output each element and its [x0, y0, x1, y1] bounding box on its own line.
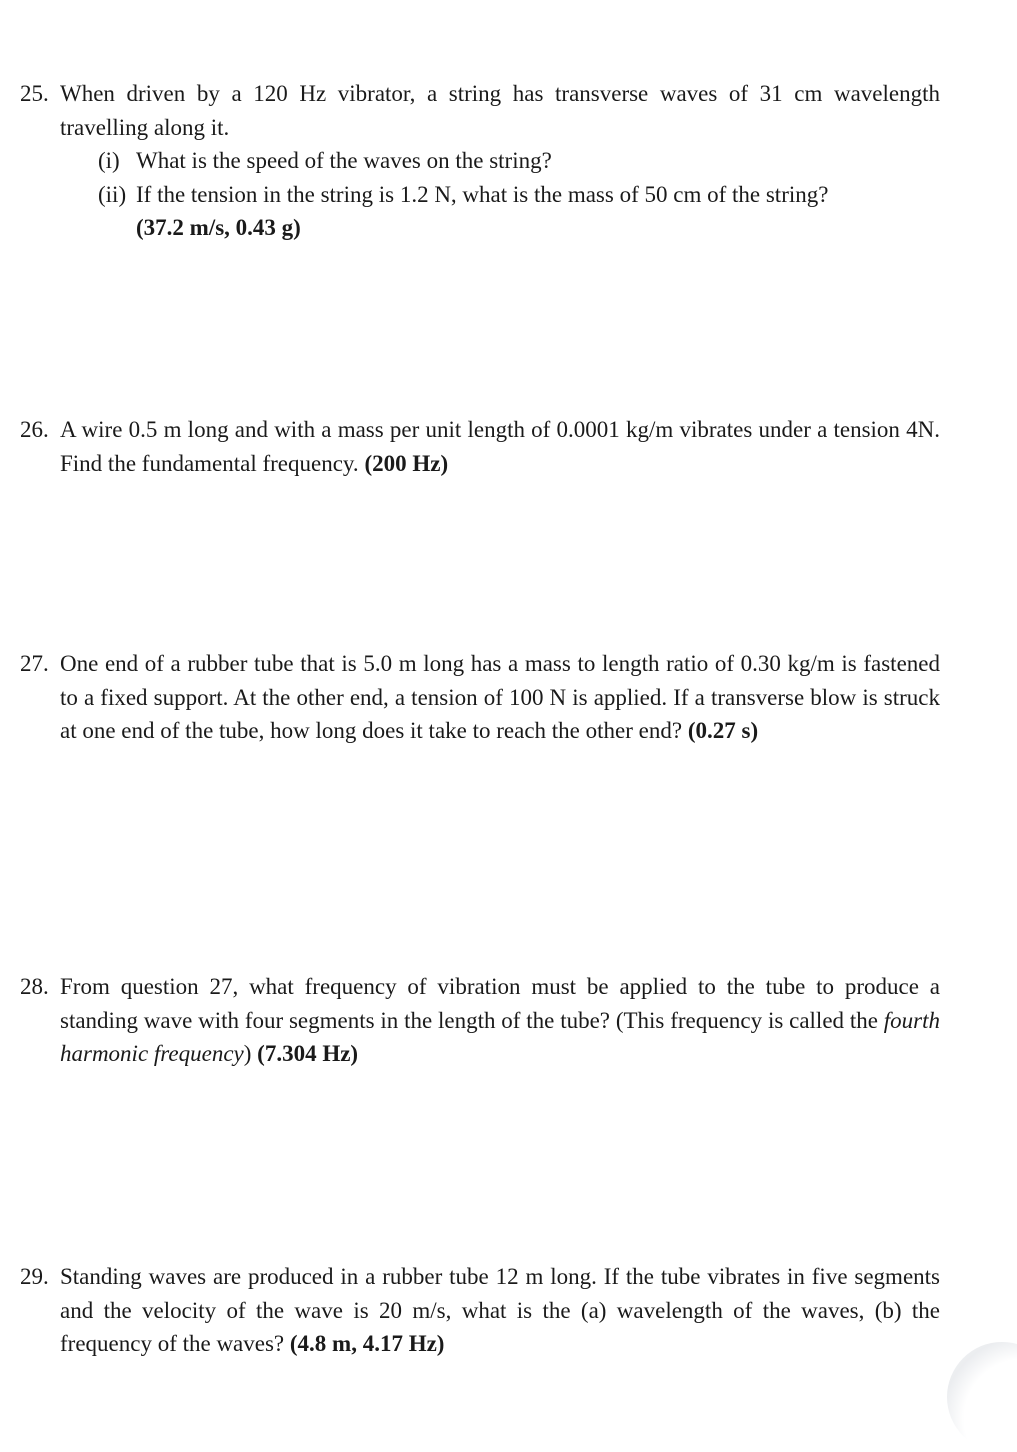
page-curl-decoration: [947, 1342, 1017, 1452]
question-text: A wire 0.5 m long and with a mass per unit length of 0.0001 kg/m vibrates under a tension 4N. Find the fundamental frequency.: [60, 417, 940, 476]
answer: (37.2 m/s, 0.43 g): [136, 215, 301, 240]
italic-term: fourth harmonic frequency: [60, 1007, 941, 1066]
question-number: 26.: [20, 417, 49, 442]
question-number: 27.: [20, 651, 49, 676]
question-29: [20, 1260, 940, 1361]
answer: (0.27 s): [687, 718, 759, 743]
question-29-stem: [20, 1260, 940, 1361]
question-text: From question 27, what frequency of vibration must be applied to the tube to produce a standing wave with four segments in the length of the tube? (This frequency is called the: [60, 974, 940, 1033]
closing-paren: ): [243, 1041, 252, 1066]
question-27: [20, 647, 940, 748]
question-28-stem: [20, 970, 940, 1071]
question-27-stem: [20, 647, 940, 748]
sub-question-label: (ii): [98, 181, 127, 207]
question-text: One end of a rubber tube that is 5.0 m long has a mass to length ratio of 0.30 kg/m is fastened to a fixed support. At the other end, a tension of 100 N is applied. If a transverse blow is struck at one end of the tube, how long does it take to reach the other end?: [60, 651, 940, 743]
question-25-stem: [20, 77, 940, 144]
question-25: [20, 77, 940, 245]
question-26: [20, 413, 940, 480]
question-26-stem: [20, 413, 940, 480]
question-text: Standing waves are produced in a rubber tube 12 m long. If the tube vibrates in five segments and the velocity of the wave is 20 m/s, what is the (a) wavelength of the waves, (b) the frequency of the waves?: [60, 1264, 940, 1356]
sub-question-label: (i): [98, 148, 120, 173]
sub-question-ii: [98, 178, 940, 212]
sub-question-text: What is the speed of the waves on the string?: [136, 148, 552, 173]
question-number: 25.: [20, 81, 49, 106]
answer: (7.304 Hz): [257, 1041, 359, 1066]
question-number: 28.: [20, 974, 49, 999]
sub-question-i: [98, 144, 940, 178]
sub-question-text: If the tension in the string is 1.2 N, what is the mass of 50 cm of the string?: [136, 181, 829, 207]
answer: (200 Hz): [364, 450, 449, 476]
question-28: [20, 970, 940, 1071]
question-text: When driven by a 120 Hz vibrator, a string has transverse waves of 31 cm wavelength travelling along it.: [60, 81, 940, 140]
answer: (4.8 m, 4.17 Hz): [289, 1331, 445, 1356]
question-number: 29.: [20, 1264, 49, 1289]
